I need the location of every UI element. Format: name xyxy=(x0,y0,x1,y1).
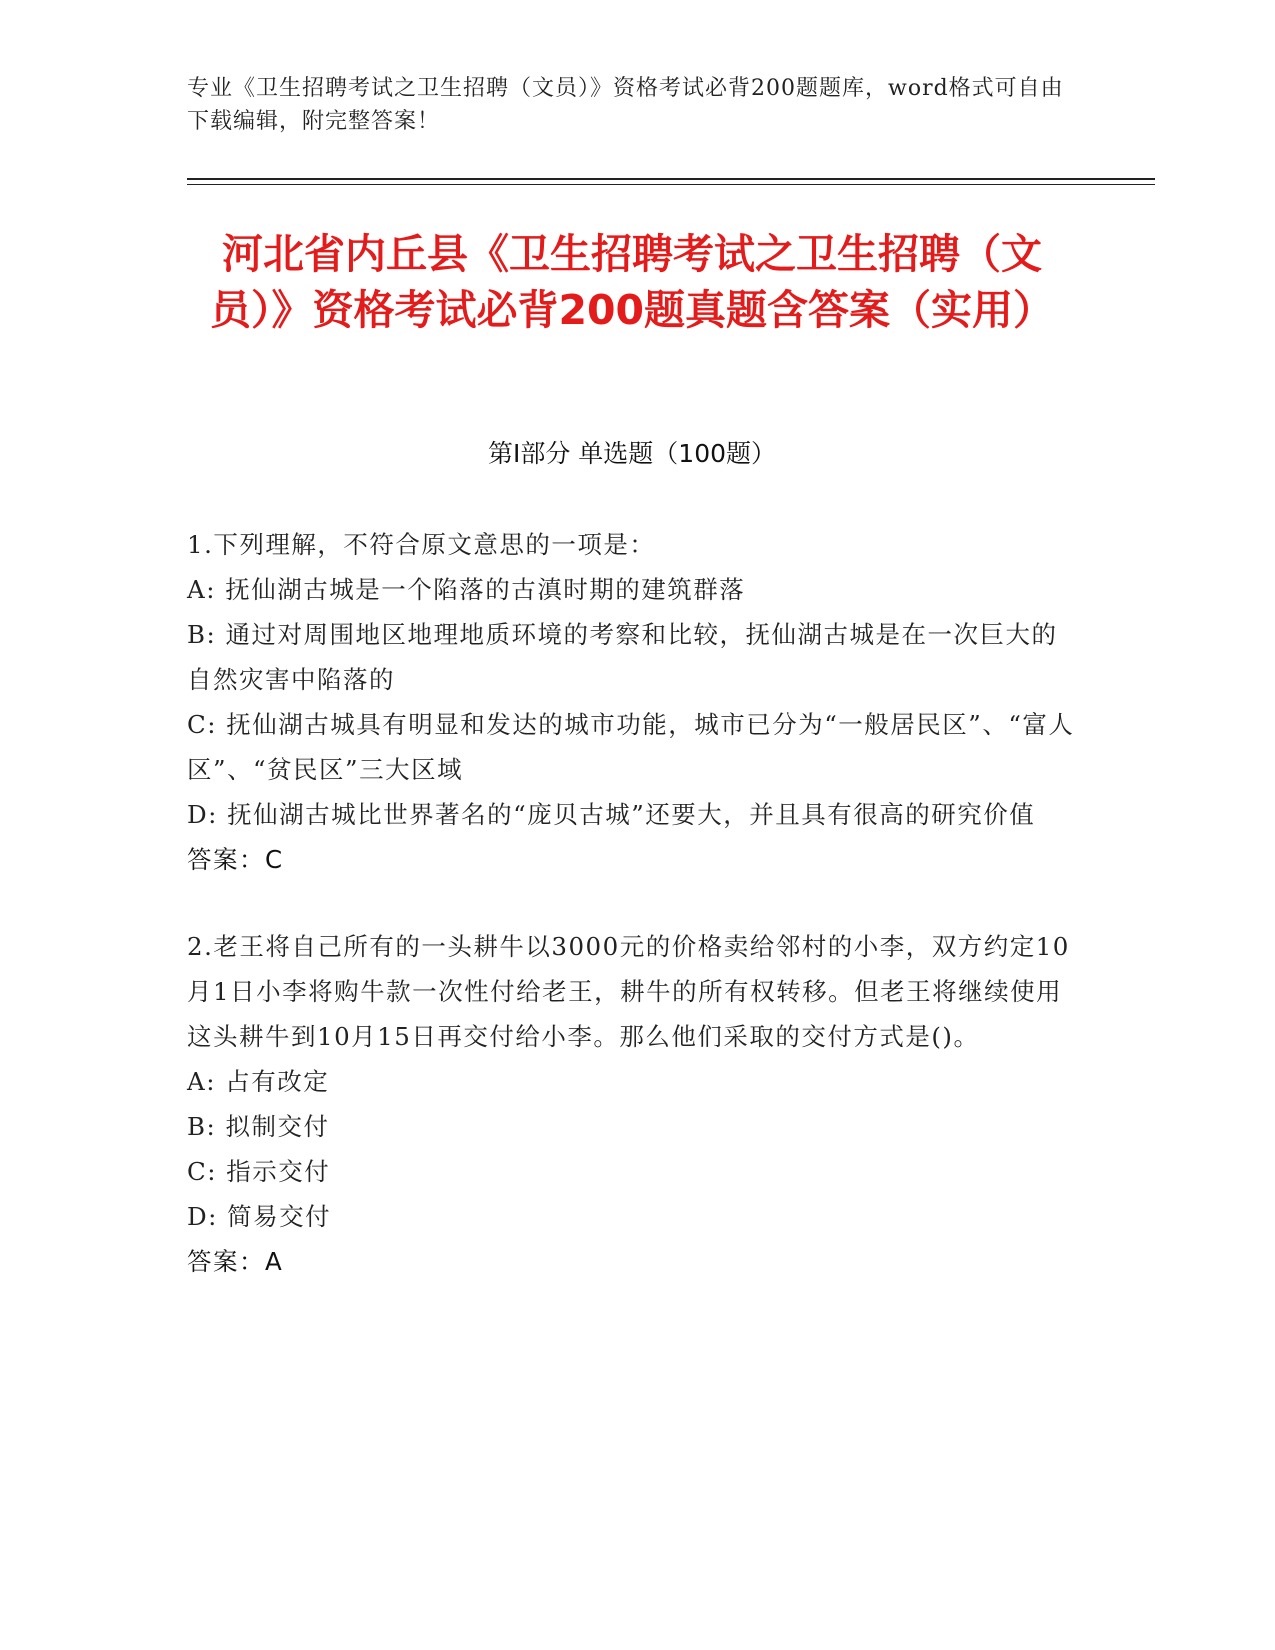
option-a: A: 占有改定 xyxy=(187,1067,330,1096)
question-list xyxy=(187,522,1077,1284)
question-2 xyxy=(187,924,1077,1284)
document-title: 河北省内丘县《卫生招聘考试之卫生招聘（文员）》资格考试必背200题真题含答案（实用） xyxy=(209,230,1055,334)
header-divider-thin xyxy=(187,184,1155,185)
option-d: D: 简易交付 xyxy=(187,1202,332,1231)
option-b: B: 拟制交付 xyxy=(187,1112,330,1141)
option-c: C: 抚仙湖古城具有明显和发达的城市功能，城市已分为“一般居民区”、“富人区”、“贫民区”三大区域 xyxy=(187,710,1075,784)
option-c: C: 指示交付 xyxy=(187,1157,331,1186)
header-note: 专业《卫生招聘考试之卫生招聘（文员）》资格考试必背200题题库，word格式可自由下载编辑，附完整答案！ xyxy=(187,76,1064,134)
option-b: B: 通过对周围地区地理地质环境的考察和比较，抚仙湖古城是在一次巨大的自然灾害中陷落的 xyxy=(187,620,1058,694)
question-stem: 2.老王将自己所有的一头耕牛以3000元的价格卖给邻村的小李，双方约定10月1日小李将购牛款一次性付给老王，耕牛的所有权转移。但老王将继续使用这头耕牛到10月15日再交付给小李。那么他们采取的交付方式是()。 xyxy=(187,932,1070,1051)
option-a: A: 抚仙湖古城是一个陷落的古滇时期的建筑群落 xyxy=(187,575,746,604)
question-stem: 1.下列理解，不符合原文意思的一项是： xyxy=(187,530,656,559)
question-1 xyxy=(187,522,1077,882)
answer: 答案：C xyxy=(187,845,284,874)
header-divider-thick xyxy=(187,178,1155,180)
answer: 答案：A xyxy=(187,1247,284,1276)
section-title: 第Ⅰ部分 单选题（100题） xyxy=(487,439,777,468)
option-d: D: 抚仙湖古城比世界著名的“庞贝古城”还要大，并且具有很高的研究价值 xyxy=(187,800,1036,829)
